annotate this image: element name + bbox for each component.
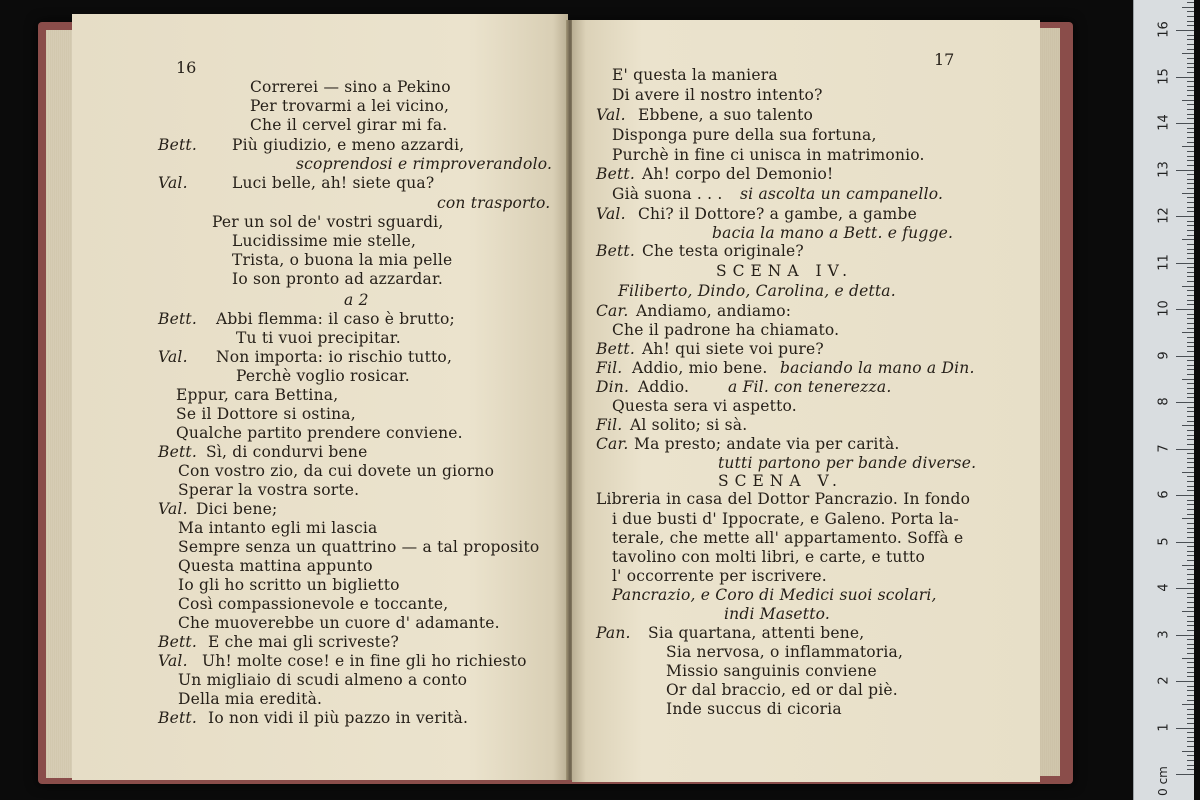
- ruler-tick: [1176, 774, 1194, 775]
- speaker-label: Val.: [158, 652, 188, 670]
- ruler-tick: [1187, 207, 1194, 208]
- ruler-tick: [1187, 546, 1194, 547]
- right-page: [572, 20, 1040, 782]
- text-line: Addio, mio bene.: [632, 359, 768, 377]
- speaker-label: Val.: [158, 500, 188, 518]
- ruler-tick: [1176, 30, 1194, 31]
- ruler-tick: [1187, 528, 1194, 529]
- ruler-number: 4: [1156, 583, 1172, 592]
- ruler-tick: [1187, 49, 1194, 50]
- text-line: Luci belle, ah! siete qua?: [232, 174, 435, 192]
- ruler-tick: [1187, 323, 1194, 324]
- ruler-tick: [1187, 272, 1194, 273]
- text-line: Della mia eredità.: [178, 690, 323, 708]
- ruler-tick: [1187, 397, 1194, 398]
- ruler-tick: [1187, 328, 1194, 329]
- ruler-number: 7: [1156, 443, 1172, 453]
- ruler-tick: [1187, 500, 1194, 501]
- page-number-right: 17: [934, 50, 955, 69]
- ruler-tick: [1187, 690, 1194, 691]
- ruler-tick: [1187, 509, 1194, 510]
- stage-direction: si ascolta un campanello.: [740, 185, 944, 203]
- ruler-tick: [1176, 449, 1194, 450]
- ruler-tick: [1176, 309, 1194, 310]
- ruler-tick: [1176, 495, 1194, 496]
- ruler-number: 11: [1156, 253, 1172, 271]
- text-line: Inde succus di cicoria: [666, 700, 842, 718]
- ruler-tick: [1187, 202, 1194, 203]
- ruler-tick: [1187, 388, 1194, 389]
- text-line: tavolino con molti libri, e carte, e tutto: [612, 548, 925, 566]
- ruler-tick: [1187, 104, 1194, 105]
- ruler-tick: [1182, 100, 1194, 101]
- ruler-tick: [1187, 132, 1194, 133]
- ruler-tick: [1187, 765, 1194, 766]
- ruler-tick: [1182, 751, 1194, 752]
- ruler-tick: [1187, 653, 1194, 654]
- ruler-tick: [1176, 635, 1194, 636]
- text-line: Tu ti vuoi precipitar.: [236, 329, 401, 347]
- ruler-tick: [1187, 593, 1194, 594]
- ruler-tick: [1187, 16, 1194, 17]
- speaker-label: Bett.: [158, 310, 197, 328]
- text-line: Eppur, cara Bettina,: [176, 386, 339, 404]
- ruler-tick: [1187, 300, 1194, 301]
- ruler-tick: [1187, 346, 1194, 347]
- ruler-tick: [1182, 704, 1194, 705]
- ruler-tick: [1187, 109, 1194, 110]
- ruler-tick: [1187, 160, 1194, 161]
- scene-heading: SCENA V.: [718, 472, 843, 490]
- ruler-tick: [1182, 425, 1194, 426]
- text-line: Che testa originale?: [642, 242, 804, 260]
- ruler-tick: [1187, 700, 1194, 701]
- ruler-number: 5: [1156, 536, 1172, 546]
- ruler-tick: [1187, 369, 1194, 370]
- text-line: Un migliaio di scudi almeno a conto: [178, 671, 468, 689]
- ruler-tick: [1176, 263, 1194, 264]
- speaker-label: Bett.: [596, 340, 635, 358]
- ruler-tick: [1187, 225, 1194, 226]
- page-edges-right: [1040, 28, 1060, 776]
- stage-direction: scoprendosi e rimproverandolo.: [296, 155, 553, 173]
- text-line: Dici bene;: [196, 500, 278, 518]
- ruler-tick: [1187, 504, 1194, 505]
- text-line: Sia nervosa, o inflammatoria,: [666, 643, 904, 661]
- text-line: E' questa la maniera: [612, 66, 778, 84]
- ruler-number: 3: [1156, 629, 1172, 639]
- text-line: Questa sera vi aspetto.: [612, 397, 797, 415]
- ruler-tick: [1187, 314, 1194, 315]
- stage-direction: tutti partono per bande diverse.: [718, 454, 977, 472]
- ruler-tick: [1187, 95, 1194, 96]
- ruler-number: 8: [1156, 397, 1172, 406]
- ruler-number: 12: [1156, 207, 1172, 224]
- ruler-tick: [1187, 667, 1194, 668]
- text-line: Ma intanto egli mi lascia: [178, 519, 378, 537]
- ruler-tick: [1187, 393, 1194, 394]
- ruler-tick: [1187, 583, 1194, 584]
- ruler-number: 14: [1156, 114, 1172, 131]
- speaker-label: Bett.: [596, 165, 635, 183]
- text-line: i due busti d' Ippocrate, e Galeno. Porta la-: [612, 510, 959, 528]
- ruler-tick: [1187, 90, 1194, 91]
- text-line: Sì, di condurvi bene: [206, 443, 368, 461]
- speaker-label: Fil.: [596, 416, 623, 434]
- ruler-number: 6: [1156, 490, 1172, 499]
- ruler-tick: [1187, 267, 1194, 268]
- stage-direction: a 2: [344, 291, 369, 309]
- ruler-tick: [1187, 569, 1194, 570]
- ruler-tick: [1187, 602, 1194, 603]
- ruler-tick: [1187, 25, 1194, 26]
- ruler-tick: [1187, 304, 1194, 305]
- text-line: Addio.: [638, 378, 690, 396]
- stage-direction: indi Masetto.: [724, 605, 831, 623]
- ruler-tick: [1187, 156, 1194, 157]
- ruler-tick: [1187, 351, 1194, 352]
- ruler-tick: [1187, 551, 1194, 552]
- text-line: Per trovarmi a lei vicino,: [250, 97, 450, 115]
- text-line: Andiamo, andiamo:: [636, 302, 792, 320]
- text-line: Sempre senza un quattrino — a tal proposito: [178, 538, 540, 556]
- ruler-tick: [1187, 411, 1194, 412]
- speaker-label: Car.: [596, 302, 629, 320]
- ruler-tick: [1187, 179, 1194, 180]
- text-line: Lucidissime mie stelle,: [232, 232, 417, 250]
- ruler-tick: [1176, 402, 1194, 403]
- stage-direction: a Fil. con tenerezza.: [728, 378, 892, 396]
- ruler-tick: [1187, 21, 1194, 22]
- text-line: Perchè voglio rosicar.: [236, 367, 410, 385]
- ruler-tick: [1187, 537, 1194, 538]
- text-line: Abbi flemma: il caso è brutto;: [216, 310, 455, 328]
- ruler-tick: [1187, 648, 1194, 649]
- ruler-tick: [1176, 588, 1194, 589]
- ruler-tick: [1187, 142, 1194, 143]
- speaker-label: Din.: [596, 378, 630, 396]
- ruler-tick: [1187, 337, 1194, 338]
- ruler-tick: [1187, 276, 1194, 277]
- ruler-tick: [1187, 151, 1194, 152]
- text-line: Qualche partito prendere conviene.: [176, 424, 463, 442]
- ruler-tick: [1187, 579, 1194, 580]
- ruler-tick: [1187, 732, 1194, 733]
- ruler-tick: [1187, 439, 1194, 440]
- ruler-unit-label: 0 cm: [1155, 766, 1170, 796]
- scene-heading: SCENA IV.: [716, 262, 854, 280]
- ruler-tick: [1176, 542, 1194, 543]
- speaker-label: Val.: [158, 174, 188, 192]
- ruler-tick: [1187, 555, 1194, 556]
- text-line: Sia quartana, attenti bene,: [648, 624, 865, 642]
- ruler-tick: [1187, 188, 1194, 189]
- stage-direction: Filiberto, Dindo, Carolina, e detta.: [618, 282, 896, 300]
- ruler-tick: [1187, 467, 1194, 468]
- ruler-tick: [1187, 514, 1194, 515]
- ruler-tick: [1187, 453, 1194, 454]
- ruler-tick: [1187, 114, 1194, 115]
- text-line: Or dal braccio, ed or dal piè.: [666, 681, 898, 699]
- ruler-tick: [1187, 128, 1194, 129]
- ruler-tick: [1187, 249, 1194, 250]
- text-line: l' occorrente per iscrivere.: [612, 567, 827, 585]
- ruler-tick: [1187, 290, 1194, 291]
- ruler-tick: [1187, 486, 1194, 487]
- ruler-tick: [1187, 769, 1194, 770]
- ruler-tick: [1187, 760, 1194, 761]
- ruler-tick: [1187, 421, 1194, 422]
- ruler-tick: [1182, 379, 1194, 380]
- ruler-tick: [1182, 7, 1194, 8]
- ruler-tick: [1187, 58, 1194, 59]
- ruler-tick: [1187, 281, 1194, 282]
- text-line: Io gli ho scritto un biglietto: [178, 576, 400, 594]
- text-line: Ma presto; andate via per carità.: [634, 435, 900, 453]
- left-page: [72, 14, 568, 780]
- ruler-tick: [1187, 407, 1194, 408]
- text-line: Disponga pure della sua fortuna,: [612, 126, 877, 144]
- text-line: Per un sol de' vostri sguardi,: [212, 213, 444, 231]
- speaker-label: Pan.: [596, 624, 631, 642]
- ruler-tick: [1176, 170, 1194, 171]
- ruler-number: 13: [1156, 160, 1172, 178]
- speaker-label: Bett.: [158, 136, 197, 154]
- text-line: E che mai gli scriveste?: [208, 633, 399, 651]
- ruler-tick: [1182, 286, 1194, 287]
- ruler-tick: [1187, 714, 1194, 715]
- text-line: Che il cervel girar mi fa.: [250, 116, 448, 134]
- text-line: Ah! qui siete voi pure?: [642, 340, 824, 358]
- ruler-tick: [1187, 672, 1194, 673]
- speaker-label: Val.: [158, 348, 188, 366]
- ruler-tick: [1187, 211, 1194, 212]
- ruler-tick: [1187, 230, 1194, 231]
- ruler-number: 16: [1156, 21, 1172, 38]
- ruler-tick: [1187, 197, 1194, 198]
- ruler-number: 15: [1156, 67, 1172, 85]
- ruler-tick: [1182, 332, 1194, 333]
- ruler-tick: [1187, 221, 1194, 222]
- ruler-tick: [1187, 174, 1194, 175]
- ruler-tick: [1187, 695, 1194, 696]
- ruler-tick: [1187, 662, 1194, 663]
- ruler-tick: [1187, 81, 1194, 82]
- text-line: Correrei — sino a Pekino: [250, 78, 451, 96]
- ruler-tick: [1187, 639, 1194, 640]
- stage-direction: bacia la mano a Bett. e fugge.: [712, 224, 954, 242]
- ruler-tick: [1187, 435, 1194, 436]
- ruler-tick: [1187, 235, 1194, 236]
- ruler-tick: [1187, 741, 1194, 742]
- ruler-tick: [1187, 686, 1194, 687]
- ruler-tick: [1182, 565, 1194, 566]
- ruler-tick: [1187, 723, 1194, 724]
- ruler-tick: [1187, 35, 1194, 36]
- speaker-label: Val.: [596, 106, 626, 124]
- ruler-tick: [1187, 11, 1194, 12]
- ruler-tick: [1187, 523, 1194, 524]
- ruler-number: 2: [1156, 676, 1172, 685]
- ruler-tick: [1187, 258, 1194, 259]
- ruler-number: 10: [1156, 300, 1172, 317]
- text-line: Trista, o buona la mia pelle: [232, 251, 453, 269]
- ruler-tick: [1176, 356, 1194, 357]
- text-line: Di avere il nostro intento?: [612, 86, 823, 104]
- ruler-tick: [1187, 597, 1194, 598]
- ruler-tick: [1187, 318, 1194, 319]
- page-number-left: 16: [176, 58, 197, 77]
- text-line: Io son pronto ad azzardar.: [232, 270, 444, 288]
- ruler-tick: [1187, 621, 1194, 622]
- text-line: Libreria in casa del Dottor Pancrazio. In fondo: [596, 490, 971, 508]
- ruler-tick: [1187, 86, 1194, 87]
- text-line: Così compassionevole e toccante,: [178, 595, 449, 613]
- ruler-tick: [1187, 72, 1194, 73]
- ruler-number: 1: [1156, 722, 1172, 732]
- ruler-tick: [1187, 365, 1194, 366]
- ruler-tick: [1182, 53, 1194, 54]
- ruler-tick: [1187, 63, 1194, 64]
- ruler-tick: [1182, 193, 1194, 194]
- ruler-tick: [1187, 644, 1194, 645]
- ruler-tick: [1187, 342, 1194, 343]
- ruler-tick: [1176, 681, 1194, 682]
- ruler-tick: [1187, 383, 1194, 384]
- speaker-label: Bett.: [158, 443, 197, 461]
- ruler-tick: [1187, 39, 1194, 40]
- ruler-tick: [1187, 416, 1194, 417]
- stage-direction: Pancrazio, e Coro di Medici suoi scolari,: [612, 586, 937, 604]
- text-line: Uh! molte cose! e in fine gli ho richiesto: [202, 652, 527, 670]
- ruler-tick: [1187, 118, 1194, 119]
- ruler-tick: [1187, 737, 1194, 738]
- ruler-tick: [1187, 67, 1194, 68]
- text-line: Più giudizio, e meno azzardi,: [232, 136, 465, 154]
- ruler-tick: [1187, 625, 1194, 626]
- text-line: Già suona . . .: [612, 185, 723, 203]
- text-line: Ebbene, a suo talento: [638, 106, 814, 124]
- ruler-tick: [1187, 2, 1194, 3]
- text-line: Non importa: io rischio tutto,: [216, 348, 453, 366]
- ruler-tick: [1182, 239, 1194, 240]
- ruler-tick: [1187, 183, 1194, 184]
- ruler-tick: [1187, 746, 1194, 747]
- text-line: Che il padrone ha chiamato.: [612, 321, 840, 339]
- ruler-tick: [1187, 476, 1194, 477]
- ruler-tick: [1176, 728, 1194, 729]
- ruler-tick: [1187, 755, 1194, 756]
- ruler-tick: [1187, 574, 1194, 575]
- ruler-tick: [1176, 77, 1194, 78]
- text-line: Sperar la vostra sorte.: [178, 481, 360, 499]
- ruler-tick: [1187, 709, 1194, 710]
- speaker-label: Bett.: [158, 633, 197, 651]
- ruler-tick: [1182, 658, 1194, 659]
- speaker-label: Fil.: [596, 359, 623, 377]
- text-line: Questa mattina appunto: [178, 557, 373, 575]
- text-line: terale, che mette all' appartamento. Soffà e: [612, 529, 964, 547]
- ruler-tick: [1187, 616, 1194, 617]
- ruler-tick: [1176, 216, 1194, 217]
- ruler-tick: [1182, 611, 1194, 612]
- text-line: Che muoverebbe un cuore d' adamante.: [178, 614, 500, 632]
- speaker-label: Car.: [596, 435, 629, 453]
- text-line: Purchè in fine ci unisca in matrimonio.: [612, 146, 925, 164]
- text-line: Se il Dottore si ostina,: [176, 405, 356, 423]
- ruler-tick: [1187, 244, 1194, 245]
- ruler-tick: [1187, 444, 1194, 445]
- ruler-number: 9: [1156, 350, 1172, 360]
- ruler-tick: [1187, 676, 1194, 677]
- text-line: Chi? il Dottore? a gambe, a gambe: [638, 205, 917, 223]
- text-line: Missio sanguinis conviene: [666, 662, 877, 680]
- speaker-label: Val.: [596, 205, 626, 223]
- stage-direction: con trasporto.: [437, 194, 551, 212]
- ruler-tick: [1187, 165, 1194, 166]
- ruler-tick: [1187, 718, 1194, 719]
- speaker-label: Bett.: [158, 709, 197, 727]
- ruler-tick: [1182, 146, 1194, 147]
- measuring-ruler: [1133, 0, 1194, 800]
- ruler-tick: [1187, 481, 1194, 482]
- ruler-tick: [1187, 490, 1194, 491]
- ruler-tick: [1187, 374, 1194, 375]
- ruler-tick: [1176, 123, 1194, 124]
- ruler-tick: [1187, 253, 1194, 254]
- ruler-tick: [1187, 630, 1194, 631]
- stage-direction: baciando la mano a Din.: [780, 359, 975, 377]
- ruler-tick: [1187, 360, 1194, 361]
- ruler-tick: [1187, 430, 1194, 431]
- text-line: Ah! corpo del Demonio!: [642, 165, 834, 183]
- text-line: Io non vidi il più pazzo in verità.: [208, 709, 469, 727]
- ruler-tick: [1182, 472, 1194, 473]
- ruler-tick: [1187, 607, 1194, 608]
- ruler-tick: [1187, 458, 1194, 459]
- text-line: Al solito; si sà.: [630, 416, 748, 434]
- ruler-tick: [1187, 295, 1194, 296]
- ruler-tick: [1187, 532, 1194, 533]
- speaker-label: Bett.: [596, 242, 635, 260]
- ruler-tick: [1187, 44, 1194, 45]
- ruler-tick: [1187, 560, 1194, 561]
- ruler-tick: [1187, 462, 1194, 463]
- ruler-tick: [1187, 137, 1194, 138]
- ruler-tick: [1182, 518, 1194, 519]
- text-line: Con vostro zio, da cui dovete un giorno: [178, 462, 495, 480]
